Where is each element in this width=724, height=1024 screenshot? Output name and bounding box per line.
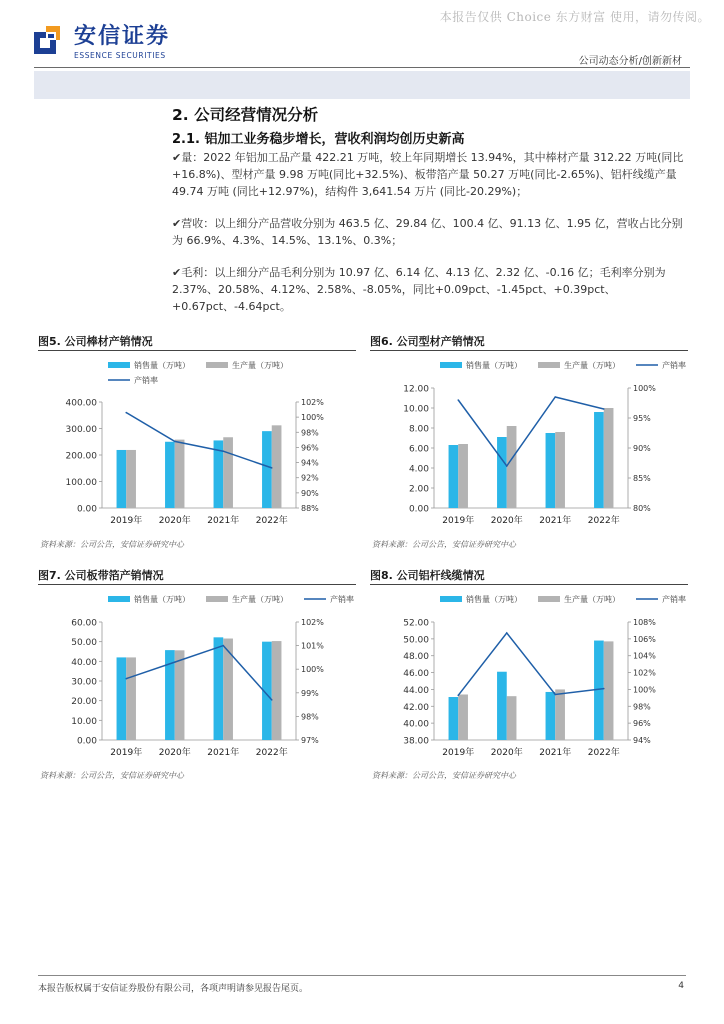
bar-production [507,426,517,508]
legend-sales-swatch [440,596,462,602]
x-tick-label: 2022年 [587,748,620,758]
bar-production [507,696,517,740]
rate-point [457,399,459,401]
y-right-tick-label: 101% [301,641,324,651]
section-heading: 2. 公司经营情况分析 [172,106,319,124]
y-left-tick-label: 60.00 [71,618,97,629]
x-tick-label: 2021年 [207,516,240,526]
y-right-tick-label: 98% [301,428,319,438]
y-right-tick-label: 102% [633,668,656,678]
x-tick-label: 2020年 [490,516,523,526]
y-left-tick-label: 12.00 [403,384,429,395]
rate-point [457,695,459,697]
y-right-tick-label: 92% [301,473,319,483]
rate-line [126,413,272,468]
legend-sales-label: 销售量（万吨） [466,361,522,370]
x-tick-label: 2020年 [158,516,191,526]
y-left-tick-label: 48.00 [403,652,429,663]
x-tick-label: 2019年 [442,748,475,758]
header-band [34,71,690,99]
legend-rate-label: 产销率 [662,595,686,604]
bar-production [458,694,468,740]
y-left-tick-label: 42.00 [403,702,429,713]
logo-en-text: ESSENCE SECURITIES [74,51,166,60]
x-tick-label: 2019年 [110,516,143,526]
x-tick-label: 2021年 [539,748,572,758]
x-tick-label: 2020年 [158,748,191,758]
x-tick-label: 2021年 [207,748,240,758]
logo-cn-text: 安信证券 [74,24,171,49]
y-right-tick-label: 100% [301,665,324,675]
y-right-tick-label: 98% [301,712,319,722]
y-left-tick-label: 4.00 [408,464,429,475]
rate-point [603,688,605,690]
x-tick-label: 2021年 [539,516,572,526]
x-tick-label: 2022年 [255,516,288,526]
bar-production [272,641,282,740]
legend-rate-label: 产销率 [662,361,686,370]
y-right-tick-label: 85% [633,474,651,483]
rate-point [554,694,556,696]
bar-sales [497,437,507,508]
figure-8-title: 图8. 公司铝杆线缆情况 [370,567,688,585]
y-left-tick-label: 50.00 [71,638,97,649]
y-left-tick-label: 10.00 [71,716,97,727]
rate-line [458,397,604,466]
figure-7-source: 资料来源：公司公告，安信证券研究中心 [40,771,184,780]
y-right-tick-label: 98% [633,702,651,712]
y-left-tick-label: 300.00 [65,425,97,435]
y-right-tick-label: 90% [301,488,319,498]
y-left-tick-label: 40.00 [403,719,429,730]
bar-production [604,408,614,508]
paragraph-volume: ✔量：2022 年铝加工品产量 422.21 万吨，较上年同期增长 13.94%，其中棒材产量 312.22 万吨(同比+16.8%)、型材产量 9.98 万吨(同比+32.5%)、板带箔产量 50.27 万吨(同比-2.65%)、铝杆线缆产量 49.74 万吨 (同比+12.97%)，结构件 3,641.54 万片 (同比-20.29%)； [172,151,684,198]
bar-sales [117,657,127,740]
legend-production-swatch [538,596,560,602]
bar-sales [594,412,604,508]
rate-line [126,646,272,700]
legend-production-label: 生产量（万吨） [232,595,288,604]
figure-5-title: 图5. 公司棒材产销情况 [38,333,356,351]
y-left-tick-label: 52.00 [403,618,429,629]
y-right-tick-label: 90% [633,444,651,453]
bar-sales [546,692,556,740]
bar-production [272,425,282,508]
rate-point [125,412,127,414]
figure-8-source: 资料来源：公司公告，安信证券研究中心 [372,771,516,780]
legend-production-label: 生产量（万吨） [564,361,620,370]
figure-6-source: 资料来源：公司公告，安信证券研究中心 [372,540,516,549]
x-tick-label: 2019年 [442,516,475,526]
legend-production-swatch [538,362,560,368]
y-right-tick-label: 106% [633,634,656,644]
bar-sales [165,442,175,508]
y-left-tick-label: 46.00 [403,669,429,680]
y-left-tick-label: 6.00 [408,444,429,455]
figure-6-title: 图6. 公司型材产销情况 [370,333,688,351]
bar-production [458,444,468,508]
watermark-text: 本报告仅供 Choice 东方财富 使用，请勿传阅。 [439,10,710,24]
x-tick-label: 2020年 [490,748,523,758]
rate-point [506,465,508,467]
rate-line [458,633,604,695]
y-right-tick-label: 100% [301,413,324,423]
subsection-heading: 2.1. 铝加工业务稳步增长，营收利润均创历史新高 [172,132,465,147]
legend-production-swatch [206,362,228,368]
y-right-tick-label: 88% [301,504,319,513]
bar-sales [546,433,556,508]
y-left-tick-label: 44.00 [403,685,429,696]
legend-sales-label: 销售量（万吨） [134,361,190,370]
rate-point [222,450,224,452]
y-right-tick-label: 94% [633,736,651,745]
legend-production-label: 生产量（万吨） [564,595,620,604]
y-left-tick-label: 40.00 [71,657,97,668]
rate-point [271,467,273,469]
paragraph-revenue: ✔营收：以上细分产品营收分别为 463.5 亿、29.84 亿、100.4 亿、91.13 亿、1.95 亿，营收占比分别为 66.9%、4.3%、14.5%、13.1%、0.3%； [172,217,683,247]
x-tick-label: 2019年 [110,748,143,758]
figure-7-title: 图7. 公司板带箔产销情况 [38,567,356,585]
rate-point [506,632,508,634]
y-right-tick-label: 97% [301,736,319,745]
y-right-tick-label: 94% [301,458,319,468]
bar-production [555,689,565,740]
y-left-tick-label: 8.00 [408,424,429,435]
y-left-tick-label: 0.00 [76,504,97,515]
legend-sales-swatch [440,362,462,368]
bar-sales [449,697,459,740]
figure-7-chart [38,588,356,766]
y-right-tick-label: 100% [633,685,656,695]
y-left-tick-label: 38.00 [403,736,429,747]
y-right-tick-label: 99% [301,688,319,698]
page-footer [38,975,686,994]
y-left-tick-label: 200.00 [65,451,97,462]
legend-sales-swatch [108,362,130,368]
header-divider [34,67,690,68]
footer-disclaimer: 本报告版权属于安信证券股份有限公司，各项声明请参见报告尾页。 [38,984,309,994]
logo-mark-icon [34,26,68,60]
rate-point [603,408,605,410]
figure-8-chart [370,588,688,766]
rate-point [271,699,273,701]
y-left-tick-label: 0.00 [408,504,429,515]
paragraph-gross-profit: ✔毛利：以上细分产品毛利分别为 10.97 亿、6.14 亿、4.13 亿、2.32 亿、-0.16 亿；毛利率分别为 2.37%、20.58%、4.12%、2.58%、-8.05%，同比+0.09pct、-1.45pct、+0.39pct、+0.67pct、-4.64pct。 [172,266,666,313]
y-right-tick-label: 104% [633,651,656,661]
rate-point [554,396,556,398]
bar-sales [117,450,127,508]
bar-production [175,440,185,508]
report-type-label: 公司动态分析/创新新材 [578,56,682,67]
legend-sales-label: 销售量（万吨） [134,595,190,604]
y-left-tick-label: 400.00 [65,398,97,409]
bar-production [175,650,185,740]
bar-production [126,450,136,508]
y-left-tick-label: 100.00 [65,478,97,488]
bar-production [126,657,136,740]
y-right-tick-label: 95% [633,414,651,423]
company-logo [34,25,170,60]
bar-production [223,437,233,508]
y-left-tick-label: 0.00 [76,736,97,747]
legend-sales-swatch [108,596,130,602]
figure-5-source: 资料来源：公司公告，安信证券研究中心 [40,540,184,549]
y-left-tick-label: 30.00 [71,677,97,688]
page-number: 4 [678,981,684,991]
y-right-tick-label: 102% [301,398,324,407]
y-left-tick-label: 20.00 [71,697,97,708]
legend-sales-label: 销售量（万吨） [466,595,522,604]
bar-sales [214,637,224,740]
x-tick-label: 2022年 [255,748,288,758]
bar-sales [497,672,507,740]
bar-production [604,641,614,740]
rate-point [174,441,176,443]
y-right-tick-label: 108% [633,618,656,627]
bar-sales [449,445,459,508]
y-right-tick-label: 80% [633,504,651,513]
rate-point [125,678,127,680]
y-left-tick-label: 50.00 [403,635,429,646]
figure-6-chart [370,354,688,534]
y-right-tick-label: 100% [633,384,656,393]
x-tick-label: 2022年 [587,516,620,526]
y-left-tick-label: 10.00 [403,404,429,415]
legend-production-swatch [206,596,228,602]
y-right-tick-label: 96% [301,443,319,453]
legend-production-label: 生产量（万吨） [232,361,288,370]
bar-sales [262,431,272,508]
bar-production [555,432,565,508]
y-left-tick-label: 2.00 [408,484,429,495]
figure-5-chart [38,354,356,534]
rate-point [222,645,224,647]
legend-rate-label: 产销率 [134,376,158,385]
y-right-tick-label: 102% [301,618,324,627]
rate-point [174,661,176,663]
legend-rate-label: 产销率 [330,595,354,604]
y-right-tick-label: 96% [633,719,651,729]
